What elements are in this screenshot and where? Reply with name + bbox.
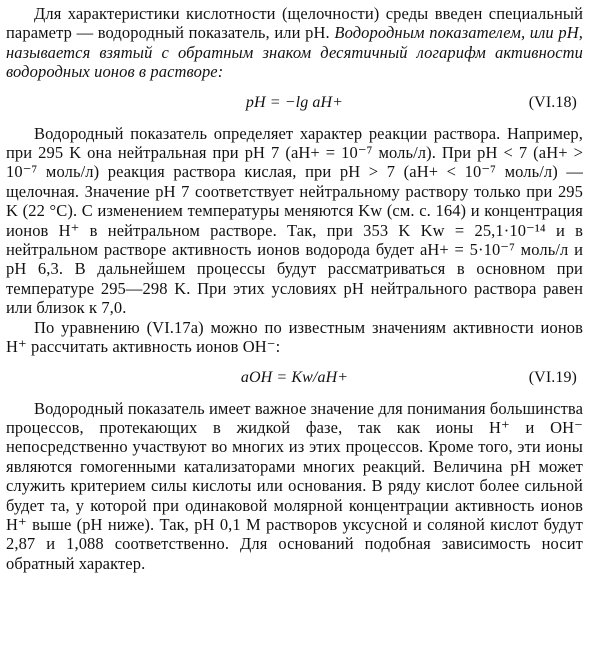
paragraph-oh-activity: По уравнению (VI.17a) можно по известным значениям активности ионов H⁺ рассчитать активность ионов OH⁻: bbox=[6, 317, 583, 357]
paragraph-reaction-character: Водородный показатель определяет характер реакции раствора. Например, при 295 K она нейтральная при pH 7 (aH+ = 10⁻⁷ моль/л). При pH < 7 (aH+ > 10⁻⁷ моль/л) реакция раствора кислая, при pH > 7 (aH+ < 10⁻⁷ моль/л) — щелочная. Значение pH 7 соответствует нейтральному раствору только при 295 K (22 °C). С изменением температуры меняются Kw (см. с. 164) и концентрация ионов H⁺ в нейтральном растворе. Так, при 353 K Kw = 25,1·10⁻¹⁴ и в нейтральном растворе активность ионов водорода будет aH+ = 5·10⁻⁷ моль/л и pH 6,3. В дальнейшем процессы будут рассматриваться в основном при температуре 295—298 K. При этих условиях pH нейтрального раствора равен или близок к 7,0. bbox=[6, 123, 583, 318]
paragraph-ph-definition-intro: Для характеристики кислотности (щелочности) среды введен специальный параметр — водородный показатель, или pH. bbox=[6, 4, 583, 43]
equation-vi-18-number: (VI.18) bbox=[528, 93, 577, 111]
equation-vi-18-expression: pH = −lg aH+ bbox=[245, 93, 344, 111]
ph-definition-italic: Водородным показателем, или pH, называется взятый с обратным знаком десятичный логарифм активности водородных ионов в растворе: bbox=[6, 23, 583, 82]
equation-vi-19-number: (VI.19) bbox=[528, 368, 577, 386]
paragraph-ph-importance: Водородный показатель имеет важное значение для понимания большинства процессов, протекающих в жидкой фазе, так как ионы H⁺ и OH⁻ непосредственно участвуют во многих из этих процессов. Кроме того, эти ионы являются гомогенными катализаторами многих реакций. Величина pH может служить критерием силы кислоты или основания. В ряду кислот более сильной будет та, у которой при одинаковой молярной концентрации активность ионов H⁺ выше (pH ниже). Так, pH 0,1 M растворов уксусной и соляной кислот будут 2,87 и 1,088 соответственно. Для оснований подобная зависимость носит обратный характер. bbox=[6, 398, 583, 573]
paragraph-ph-definition bbox=[6, 4, 583, 82]
equation-vi-19-expression: aOH = Kw/aH+ bbox=[240, 368, 349, 386]
equation-vi-18 bbox=[6, 88, 583, 118]
equation-vi-19 bbox=[6, 363, 583, 393]
